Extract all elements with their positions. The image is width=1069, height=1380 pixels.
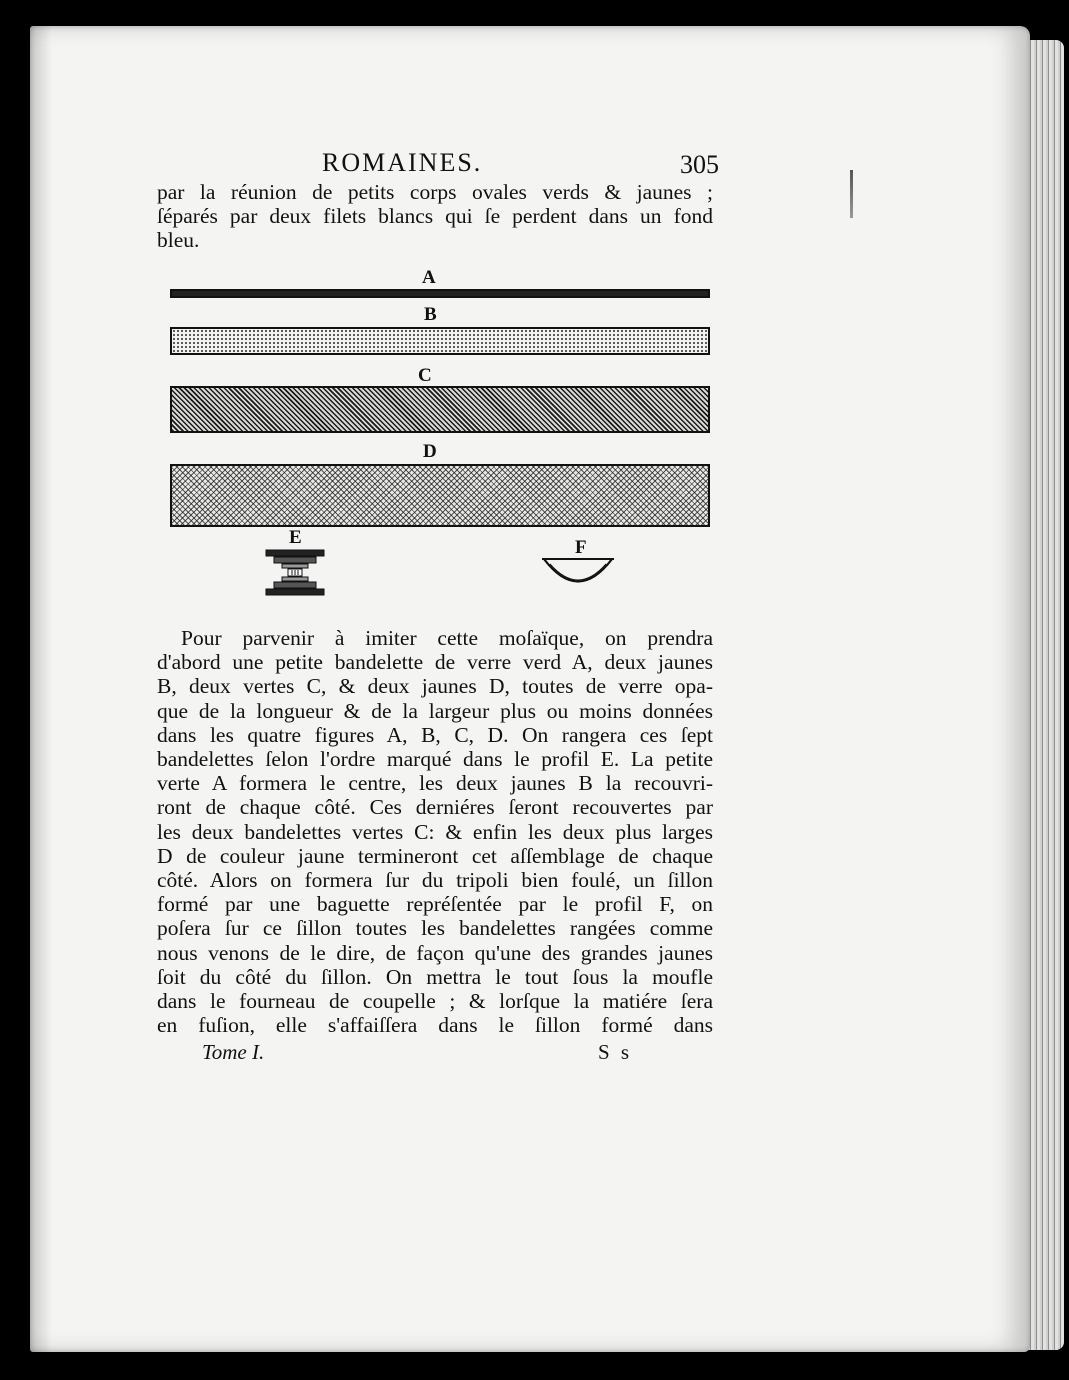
- page-number: 305: [680, 150, 719, 179]
- body-line: ront de chaque côté. Ces derniéres ſeront recouvertes par: [157, 795, 713, 820]
- body-line: en fuſion, elle s'affaiſſera dans le ſillon formé dans: [157, 1013, 713, 1038]
- body-line: verte A formera le centre, les deux jaunes B la recouvri-: [157, 771, 713, 796]
- profile-e-bottom-b: [282, 577, 308, 581]
- figure-f-groove: [540, 556, 616, 590]
- figure-b-strip: [170, 327, 710, 355]
- body-line: poſera ſur ce ſillon toutes les bandelettes rangées comme: [157, 916, 713, 941]
- figure-label-b: B: [424, 304, 437, 325]
- intro-line: ſéparés par deux filets blancs qui ſe perdent dans un fond: [157, 204, 713, 229]
- figure-c-strip: [170, 386, 710, 433]
- signature-mark: S s: [598, 1040, 633, 1064]
- body-line: les deux bandelettes vertes C: & enfin les deux plus larges: [157, 819, 713, 844]
- figure-d-strip: [170, 464, 710, 527]
- intro-line: bleu.: [157, 228, 200, 253]
- body-line: B, deux vertes C, & deux jaunes D, toutes de verre opa-: [157, 674, 713, 699]
- body-line: nous venons de le dire, de façon qu'une des grandes jaunes: [157, 940, 713, 965]
- body-line: dans les quatre figures A, B, C, D. On rangera ces ſept: [157, 722, 713, 747]
- profile-e-top-d: [266, 550, 324, 556]
- body-line: que de la longueur & de la largeur plus ou moins données: [157, 698, 713, 723]
- figure-e-profile: [262, 548, 328, 598]
- profile-e-bottom-d: [266, 589, 324, 595]
- figure-a-strip: [170, 289, 710, 298]
- gutter-shadow: [30, 26, 52, 1352]
- running-title: ROMAINES.: [322, 148, 483, 177]
- intro-paragraph: [157, 180, 713, 253]
- volume-label: Tome I.: [202, 1040, 265, 1064]
- figure-label-a: A: [422, 267, 436, 288]
- intro-line: par la réunion de petits corps ovales verds & jaunes ;: [157, 180, 713, 204]
- body-line: ſoit du côté du ſillon. On mettra le tout ſous la moufle: [157, 964, 713, 989]
- body-line: côté. Alors on formera ſur du tripoli bien foulé, un ſillon: [157, 868, 713, 893]
- margin-ink-mark: [850, 170, 853, 218]
- figure-label-d: D: [423, 441, 437, 462]
- body-line: Pour parvenir à imiter cette moſaïque, on prendra: [181, 626, 713, 650]
- profile-e-top-c: [274, 557, 316, 563]
- body-line: D de couleur jaune termineront cet aſſemblage de chaque: [157, 843, 713, 868]
- body-line: dans le fourneau de coupelle ; & lorſque la matiére ſera: [157, 989, 713, 1014]
- body-line: bandelettes ſelon l'ordre marqué dans le profil E. La petite: [157, 747, 713, 772]
- profile-e-bottom-c: [274, 582, 316, 588]
- body-line: d'abord une petite bandelette de verre verd A, deux jaunes: [157, 650, 713, 675]
- figure-label-c: C: [418, 365, 432, 386]
- figure-label-f: F: [575, 537, 587, 558]
- figure-label-e: E: [289, 527, 302, 548]
- body-line: formé par une baguette repréſentée par le profil F, on: [157, 892, 713, 917]
- profile-e-top-b: [282, 564, 308, 568]
- main-paragraph: [157, 626, 713, 1037]
